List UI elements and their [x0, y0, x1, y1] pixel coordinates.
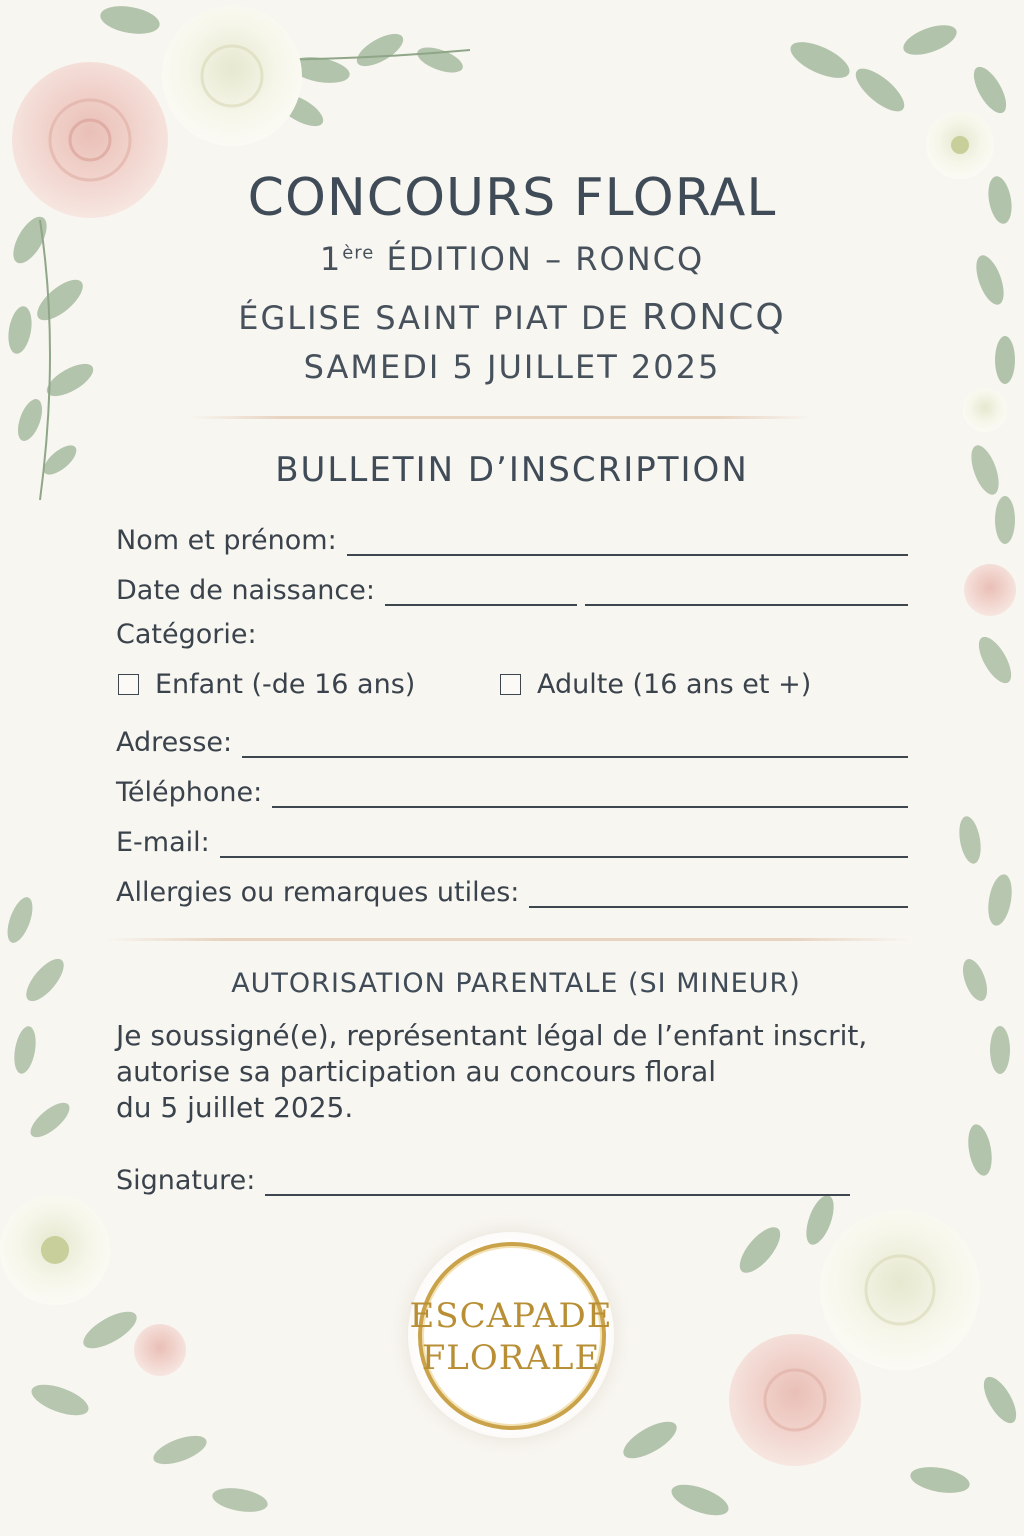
name-field-line[interactable] — [347, 528, 908, 556]
email-label: E-mail: — [116, 827, 210, 858]
logo-gold-ring — [418, 1242, 606, 1430]
edition-line — [0, 240, 1024, 278]
child-checkbox[interactable] — [118, 674, 139, 695]
birthdate-field-line-1[interactable] — [385, 578, 577, 606]
edition-suffix: ère — [342, 242, 375, 264]
phone-label: Téléphone: — [116, 777, 263, 808]
page-title: CONCOURS FLORAL — [247, 168, 777, 228]
venue-line — [0, 297, 1024, 338]
signature-label: Signature: — [116, 1165, 256, 1196]
birthdate-label: Date de naissance: — [116, 575, 375, 606]
category-adult-option[interactable] — [500, 669, 811, 700]
form-heading: BULLETIN D’INSCRIPTION — [275, 450, 749, 490]
address-row — [116, 718, 908, 758]
event-date: SAMEDI 5 JUILLET 2025 — [303, 348, 721, 386]
authorization-line-2: autorise sa participation au concours floral — [116, 1055, 717, 1088]
birthdate-row — [116, 566, 908, 606]
name-label: Nom et prénom: — [116, 525, 337, 556]
allergies-row — [116, 868, 908, 908]
authorization-line-1: Je soussigné(e), représentant légal de l’enfant inscrit, — [116, 1019, 868, 1052]
venue-town: RONCQ — [642, 297, 786, 338]
adult-checkbox[interactable] — [500, 674, 521, 695]
escapade-florale-logo — [408, 1232, 614, 1438]
signature-row — [116, 1156, 850, 1196]
phone-field-line[interactable] — [272, 780, 908, 808]
address-field-line[interactable] — [242, 730, 908, 758]
birthdate-field-line-2[interactable] — [585, 578, 908, 606]
allergies-label: Allergies ou remarques utiles: — [116, 877, 520, 908]
category-label: Catégorie: — [116, 619, 257, 650]
logo-line-1: ESCAPADE — [409, 1296, 613, 1336]
edition-number: 1 — [319, 240, 343, 278]
name-row — [116, 516, 908, 556]
form-divider — [104, 938, 910, 941]
authorization-line-3: du 5 juillet 2025. — [116, 1091, 354, 1124]
edition-rest: ÉDITION – RONCQ — [374, 240, 705, 278]
phone-row — [116, 768, 908, 808]
header-divider — [190, 416, 810, 419]
category-adult-label: Adulte (16 ans et +) — [537, 669, 812, 700]
category-child-label: Enfant (-de 16 ans) — [155, 669, 416, 700]
category-child-option[interactable] — [118, 669, 415, 700]
logo-line-2: FLORALE — [421, 1338, 601, 1378]
authorization-heading: AUTORISATION PARENTALE (SI MINEUR) — [231, 968, 801, 999]
venue-part: ÉGLISE SAINT PIAT DE — [238, 299, 642, 337]
email-field-line[interactable] — [220, 830, 908, 858]
authorization-text — [116, 1018, 896, 1126]
signature-field-line[interactable] — [265, 1168, 850, 1196]
address-label: Adresse: — [116, 727, 233, 758]
allergies-field-line[interactable] — [529, 880, 908, 908]
email-row — [116, 818, 908, 858]
